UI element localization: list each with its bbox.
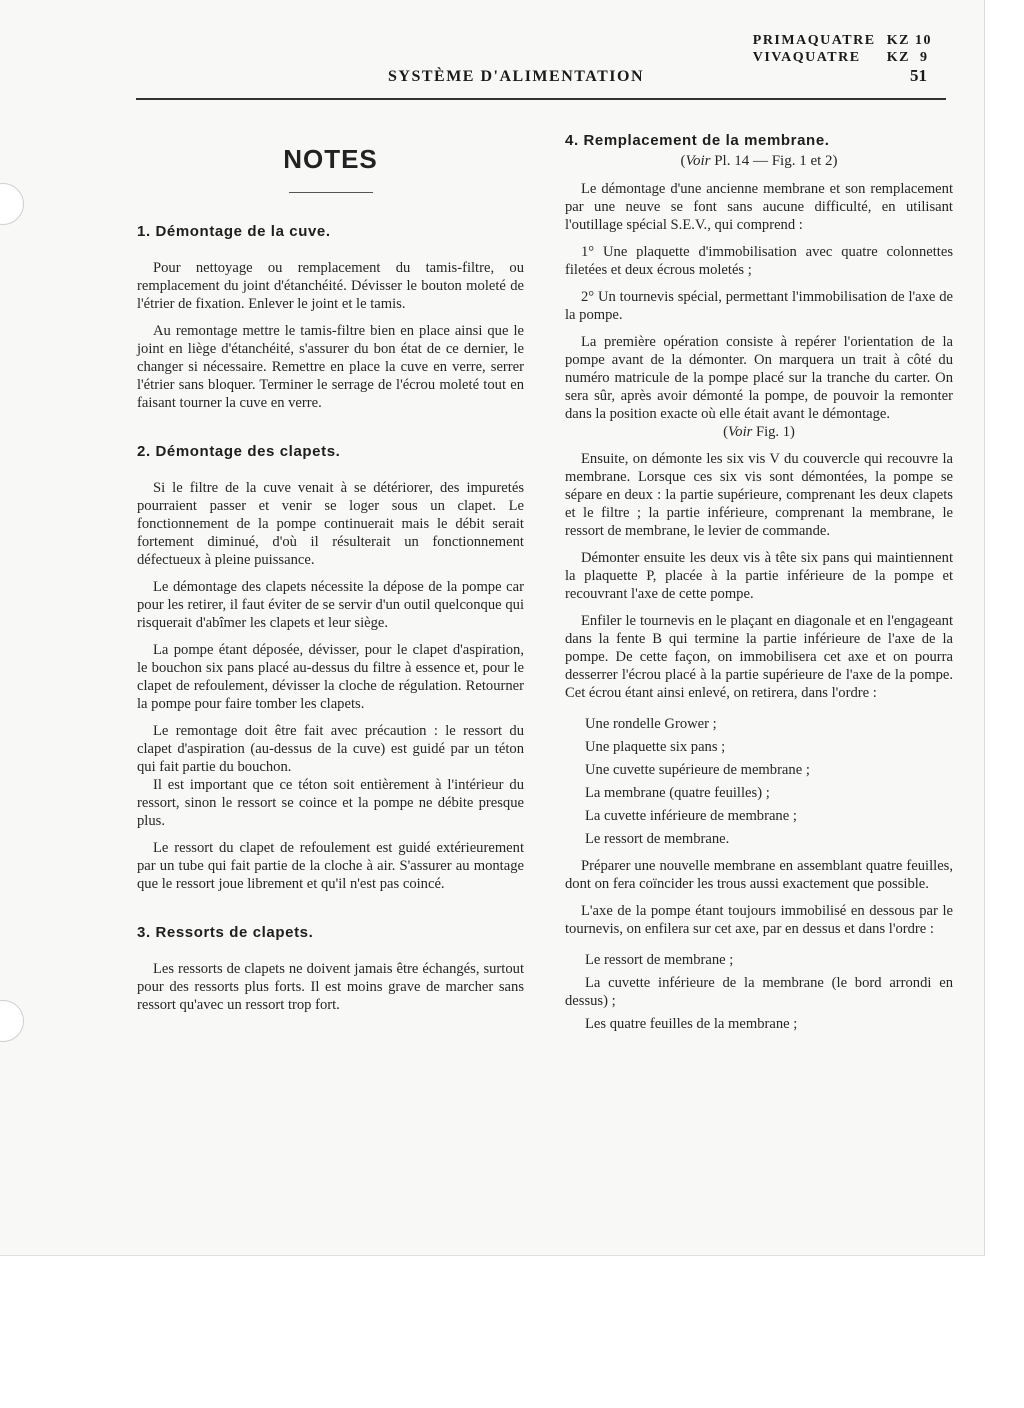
model-line [753,49,932,66]
paragraph: Le ressort du clapet de refoulement est guidé extérieurement par un tube qui fait partie de la cloche à air. S'assurer au montage que le ressort joue librement et qu'il n'est pas coincé. [137,840,524,892]
section-heading: 3. Ressorts de clapets. [137,924,314,941]
paragraph: Le démontage des clapets nécessite la dépose de la pompe car pour les retirer, il faut éviter de se servir d'un outil quelconque qui risquerait d'abîmer les clapets et leur siège. [137,579,524,631]
paragraph: Le démontage d'une ancienne membrane et son remplacement par une neuve se font sans aucune difficulté, en utilisant l'outillage spécial S.E.V., qui comprend : [565,181,953,233]
section-heading: 4. Remplacement de la membrane. [565,132,830,149]
paragraph: 2° Un tournevis spécial, permettant l'immobilisation de l'axe de la pompe. [565,289,953,323]
list-item: Une rondelle Grower ; [585,716,717,732]
paragraph: Démonter ensuite les deux vis à tête six pans qui maintiennent la plaquette P, placée à la partie inférieure de la pompe et recouvrant l'axe de cette pompe. [565,550,953,602]
model-name: VIVAQUATRE [752,50,861,65]
paragraph: La pompe étant déposée, dévisser, pour le clapet d'aspiration, le bouchon six pans placé au-dessus du filtre à essence et, pour le clapet de refoulement, dévisser la cloche de régulation. Retourner la pompe pour faire tomber les clapets. [137,642,524,712]
list-item: Une plaquette six pans ; [585,739,726,755]
section-heading: 2. Démontage des clapets. [137,443,341,460]
paragraph: Enfiler le tournevis en le plaçant en diagonale et en l'engageant dans la fente B qui termine la partie inférieure de l'axe de la pompe. De cette façon, on immobilisera cet axe et on pourra desserrer l'écrou placé à la partie supérieure de l'axe de la pompe. Cet écrou étant ainsi enlevé, on retirera, dans l'ordre : [565,613,953,701]
list-item: Le ressort de membrane ; [585,952,734,968]
binder-hole [0,183,24,225]
section-title: SYSTÈME D'ALIMENTATION [388,68,644,85]
header-models [753,32,932,66]
paragraph: Ensuite, on démonte les six vis V du couvercle qui recouvre la membrane. Lorsque ces six vis sont démontées, la pompe se sépare en deux : la partie supérieure, comprenant les deux clapets et le filtre ; la partie inférieure, comprenant la membrane, le ressort de membrane, le levier de commande. [565,451,953,539]
list-item: La cuvette inférieure de membrane ; [585,808,797,824]
model-name: PRIMAQUATRE [752,33,876,48]
model-code: KZ 9 [886,50,929,65]
binder-hole [0,1000,24,1042]
ref-open: ( [680,153,686,169]
paragraph: La première opération consiste à repérer l'orientation de la pompe avant de la démonter. On marquera un trait à côté du numéro matricule de la pompe placé sur la tranche du carter. On sera sûr, après avoir démonté la pompe, de pouvoir la remonter dans la position exacte où elle était avant le démontage. [565,334,953,422]
ref-voir: Voir [685,153,711,169]
model-code: KZ 10 [886,33,932,48]
paragraph: Il est important que ce téton soit entièrement à l'intérieur du ressort, sinon le ressort se coince et la pompe ne débite presque plus. [137,777,524,829]
model-line [753,32,932,49]
section-heading: 1. Démontage de la cuve. [137,223,331,240]
notes-title: NOTES [283,144,378,174]
paragraph: Le remontage doit être fait avec précaution : le ressort du clapet d'aspiration (au-dessus de la cuve) est guidé par un téton qui fait partie du bouchon. [137,723,524,775]
ref-detail: Pl. 14 — Fig. 1 et 2) [710,153,838,169]
figure-reference [565,152,953,170]
paragraph: Les ressorts de clapets ne doivent jamais être échangés, surtout pour des ressorts plus forts. Il est moins grave de marcher sans ressort qu'avec un ressort trop fort. [137,961,524,1013]
paragraph: Si le filtre de la cuve venait à se détériorer, des impuretés pourraient passer et venir se loger sous un clapet. Le fonctionnement de la pompe continuerait mais le débit serait fortement diminué, d'où il résulterait un fonctionnement défectueux à pleine puissance. [137,480,524,568]
figure-reference [565,423,953,441]
ref-open: ( [723,424,728,440]
list-item: La cuvette inférieure de la membrane (le bord arrondi en dessus) ; [565,975,953,1009]
left-column [137,144,524,1023]
paragraph: 1° Une plaquette d'immobilisation avec quatre colonnettes filetées et deux écrous moletés ; [565,244,953,278]
ref-voir: Voir [727,424,753,440]
notes-divider [289,192,373,193]
right-column [565,132,953,1038]
header-divider [136,98,946,100]
paragraph: Pour nettoyage ou remplacement du tamis-filtre, ou remplacement du joint d'étanchéité. Dévisser le bouton moleté de l'étrier de fixation. Enlever le joint et le tamis. [137,260,524,312]
list-item: Les quatre feuilles de la membrane ; [585,1016,798,1032]
list-item: La membrane (quatre feuilles) ; [585,785,770,801]
list-item: Le ressort de membrane. [585,831,730,847]
ref-detail: Fig. 1) [752,424,795,440]
paragraph: Préparer une nouvelle membrane en assemblant quatre feuilles, dont on fera coïncider les trous aussi exactement que possible. [565,858,953,892]
paragraph: Au remontage mettre le tamis-filtre bien en place ainsi que le joint en liège d'étanchéité, s'assurer du bon état de ce dernier, le changer si nécessaire. Remettre en place la cuve en verre, serrer l'étrier sans bloquer. Terminer le serrage de l'écrou moleté tout en faisant tourner la cuve en verre. [137,323,524,411]
paragraph: L'axe de la pompe étant toujours immobilisé en dessous par le tournevis, on enfilera sur cet axe, par en dessus et dans l'ordre : [565,903,953,937]
page-number: 51 [910,66,927,85]
list-item: Une cuvette supérieure de membrane ; [585,762,810,778]
